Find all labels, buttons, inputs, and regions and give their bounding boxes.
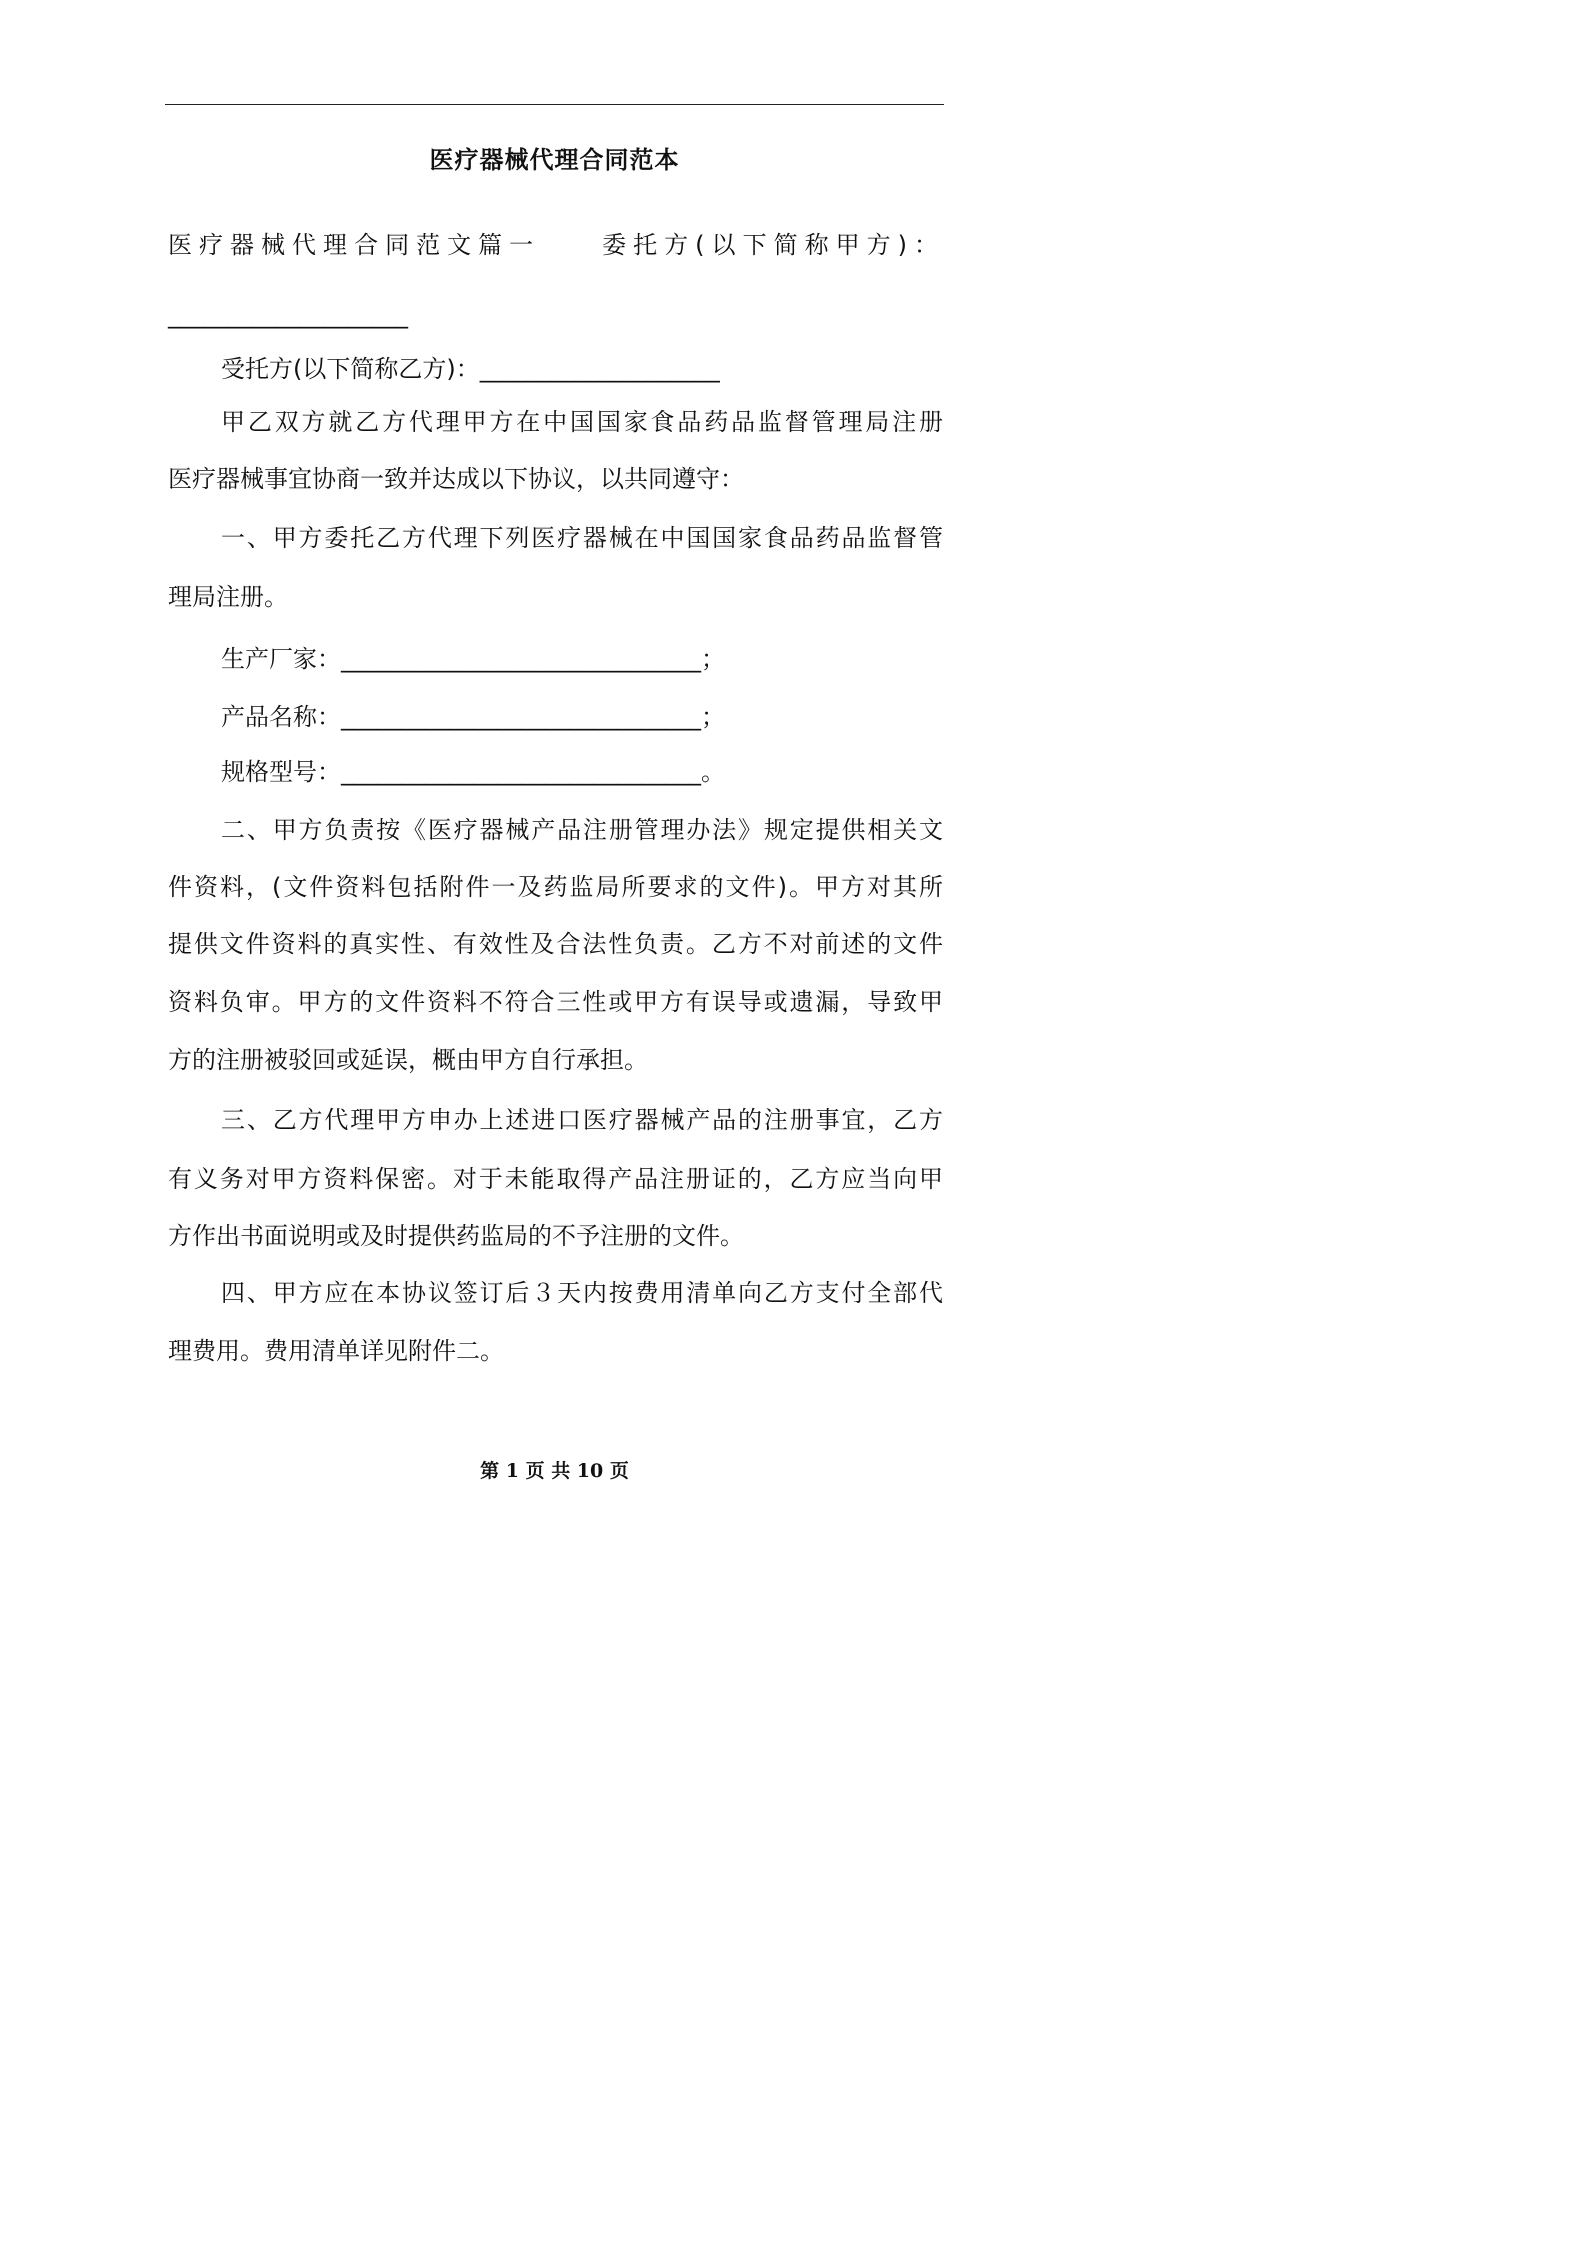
paragraph-line: 件资料，(文件资料包括附件一及药监局所要求的文件)。甲方对其所 bbox=[168, 873, 943, 901]
model-spec-field: 规格型号：______________________________。 bbox=[221, 758, 725, 786]
intro-line: 医疗器械代理合同范文篇一 委托方(以下简称甲方)： bbox=[168, 231, 943, 259]
paragraph-line: 理费用。费用清单详见附件二。 bbox=[168, 1337, 504, 1365]
paragraph-line: 资料负审。甲方的文件资料不符合三性或甲方有误导或遗漏，导致甲 bbox=[168, 988, 943, 1016]
paragraph-line: 理局注册。 bbox=[168, 583, 288, 611]
paragraph-line: 四、甲方应在本协议签订后３天内按费用清单向乙方支付全部代 bbox=[221, 1279, 943, 1307]
paragraph-line: 提供文件资料的真实性、有效性及合法性负责。乙方不对前述的文件 bbox=[168, 930, 943, 958]
paragraph-line: 三、乙方代理甲方申办上述进口医疗器械产品的注册事宜，乙方 bbox=[221, 1106, 943, 1134]
paragraph-line: 医疗器械事宜协商一致并达成以下协议，以共同遵守： bbox=[168, 465, 744, 493]
document-title: 医疗器械代理合同范本 bbox=[429, 146, 680, 174]
product-name-field: 产品名称：______________________________； bbox=[221, 703, 725, 731]
blank-line: ____________________ bbox=[168, 301, 408, 329]
paragraph-line: 方作出书面说明或及时提供药监局的不予注册的文件。 bbox=[168, 1222, 744, 1250]
paragraph-line: 方的注册被驳回或延误，概由甲方自行承担。 bbox=[168, 1046, 648, 1074]
page-number: 第 1 页 共 10 页 bbox=[480, 1460, 629, 1482]
paragraph-line: 一、甲方委托乙方代理下列医疗器械在中国国家食品药品监督管 bbox=[221, 524, 943, 552]
trustee-line: 受托方(以下简称乙方)：____________________ bbox=[221, 355, 720, 383]
paragraph-line: 甲乙双方就乙方代理甲方在中国国家食品药品监督管理局注册 bbox=[221, 408, 943, 436]
paragraph-line: 有义务对甲方资料保密。对于未能取得产品注册证的，乙方应当向甲 bbox=[168, 1165, 943, 1193]
header-rule bbox=[165, 104, 944, 105]
manufacturer-field: 生产厂家：______________________________； bbox=[221, 645, 725, 673]
paragraph-line: 二、甲方负责按《医疗器械产品注册管理办法》规定提供相关文 bbox=[221, 816, 943, 844]
